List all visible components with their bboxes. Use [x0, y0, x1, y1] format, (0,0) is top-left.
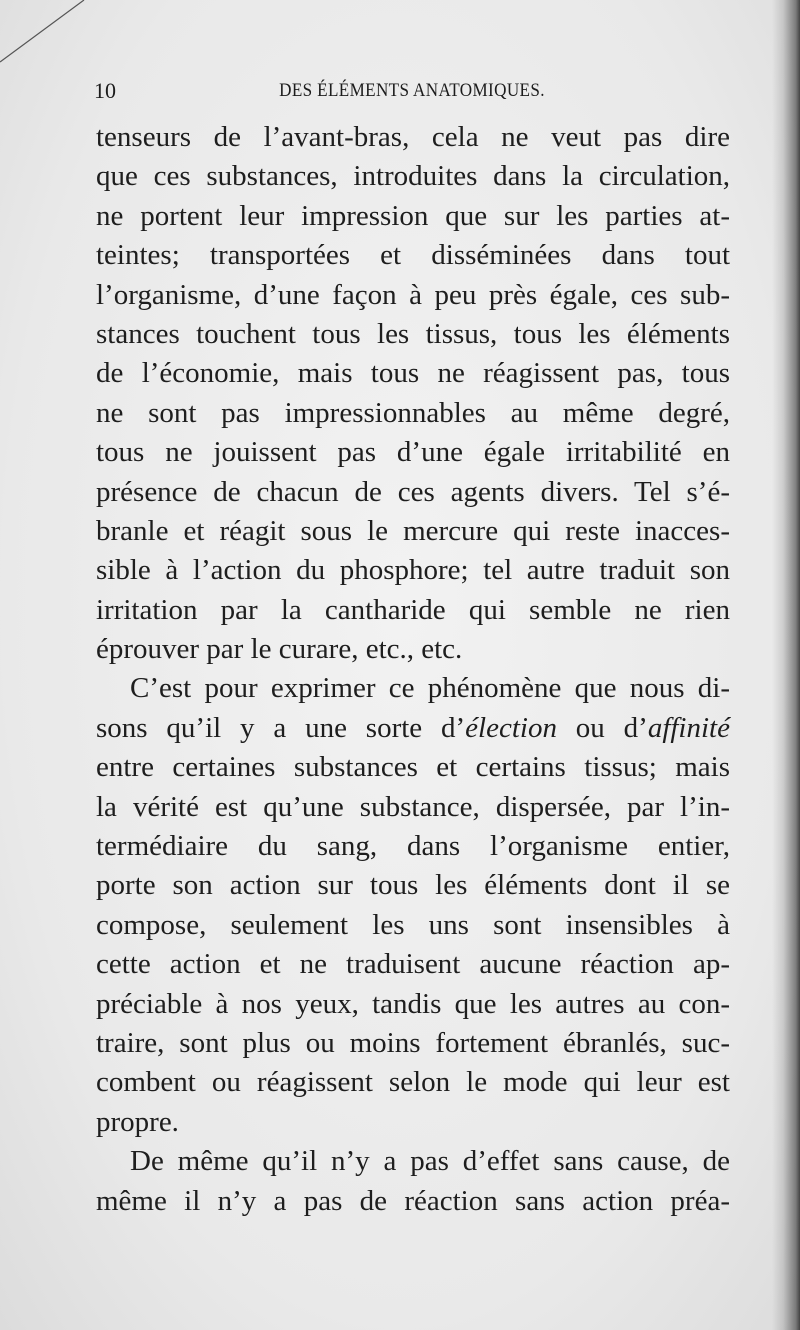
scan-corner-mark [0, 0, 120, 80]
text-line: irritation par la cantharide qui semble ne rien [96, 593, 730, 626]
text-line: stances touchent tous les tissus, tous les éléments [96, 317, 730, 350]
text-line: branle et réagit sous le mercure qui reste inacces- [96, 514, 730, 547]
text-line: ne sont pas impressionnables au même degré, [96, 396, 730, 429]
text-line: propre. [96, 1105, 179, 1138]
page-number: 10 [94, 78, 116, 103]
page-header [94, 78, 730, 114]
line-segment: ou d’ [556, 711, 648, 744]
text-line: sible à l’action du phosphore; tel autre traduit son [96, 554, 730, 587]
text-line: présence de chacun de ces agents divers. Tel s’é- [96, 475, 730, 508]
text-line: tous ne jouissent pas d’une égale irritabilité en [96, 436, 730, 469]
text-line: porte son action sur tous les éléments dont il se [96, 869, 730, 902]
running-title: DES ÉLÉMENTS ANATOMIQUES. [279, 80, 545, 101]
text-line: combent ou réagissent selon le mode qui leur est [96, 1066, 730, 1099]
text-line: ne portent leur impression que sur les parties at- [96, 199, 730, 232]
text-line: teintes; transportées et disséminées dans tout [96, 239, 730, 272]
page-gutter-shadow [772, 0, 800, 1330]
text-line: C’est pour exprimer ce phénomène que nous di- [130, 672, 730, 705]
body-text [96, 118, 730, 1221]
text-line: l’organisme, d’une façon à peu près égale, ces sub- [96, 278, 730, 311]
text-line: De même qu’il n’y a pas d’effet sans cause, de [130, 1145, 730, 1178]
text-line: de l’économie, mais tous ne réagissent pas, tous [96, 357, 730, 390]
text-line: entre certaines substances et certains tissus; mais [96, 751, 730, 784]
text-line: éprouver par le curare, etc., etc. [96, 633, 463, 666]
text-line: même il n’y a pas de réaction sans action préa- [96, 1184, 730, 1217]
text-line: compose, seulement les uns sont insensibles à [96, 908, 730, 941]
line-segment: sons qu’il y a une sorte d’ [96, 711, 466, 744]
text-line: traire, sont plus ou moins fortement ébranlés, suc- [96, 1026, 730, 1059]
italic-term-affinite: affinité [647, 711, 730, 744]
text-line: termédiaire du sang, dans l’organisme entier, [96, 830, 730, 863]
italic-term-election: élection [465, 711, 557, 744]
text-line: que ces substances, introduites dans la circulation, [96, 160, 730, 193]
text-line: la vérité est qu’une substance, dispersée, par l’in- [96, 790, 730, 823]
text-line: préciable à nos yeux, tandis que les autres au con- [96, 987, 730, 1020]
text-line: cette action et ne traduisent aucune réaction ap- [96, 948, 730, 981]
text-line: tenseurs de l’avant-bras, cela ne veut pas dire [96, 121, 730, 153]
text-line-with-emphasis [96, 709, 730, 748]
